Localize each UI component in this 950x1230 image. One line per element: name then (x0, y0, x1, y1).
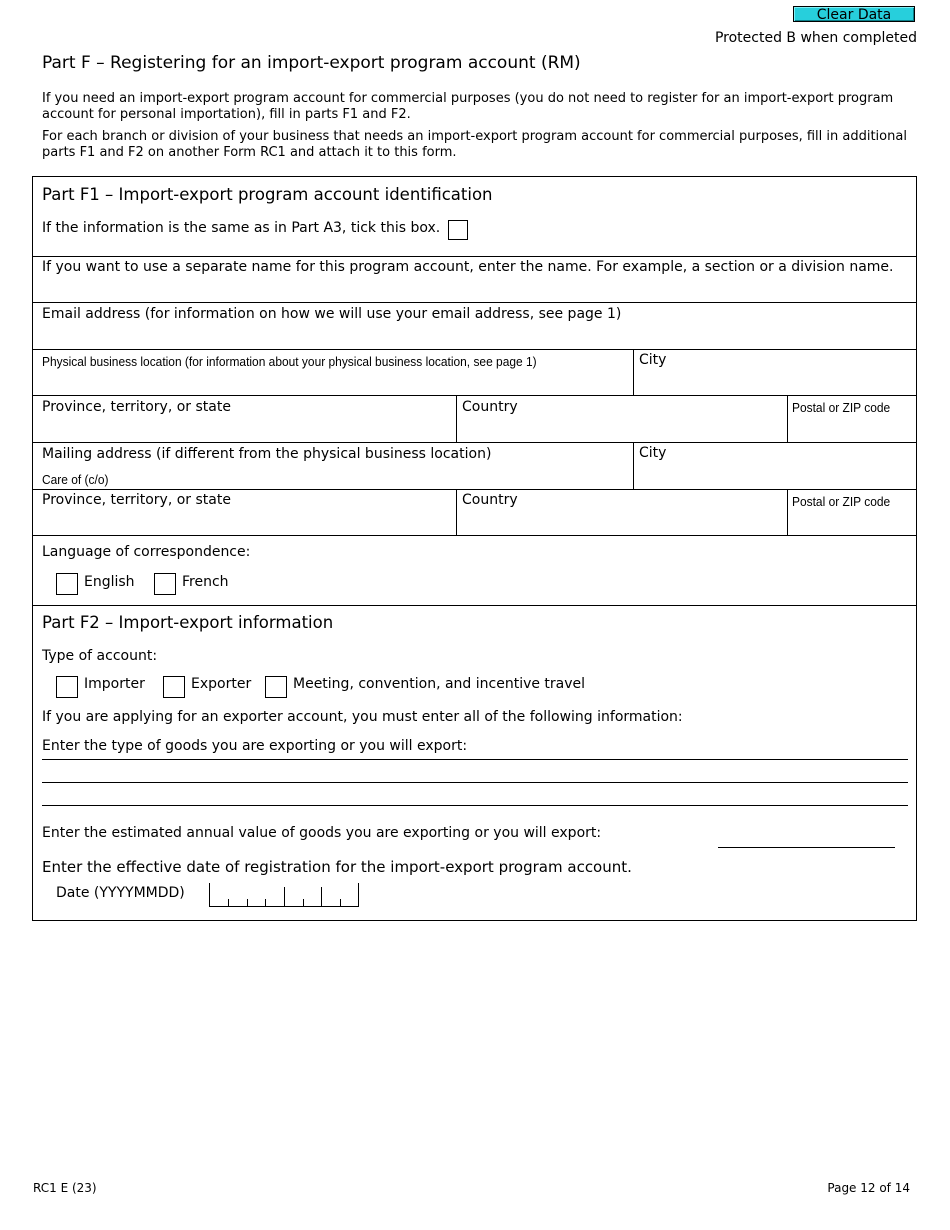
protected-label: Protected B when completed (714, 30, 917, 46)
email-label: Email address (for information on how we will use your email address, see page 1) (42, 306, 622, 322)
city-label: City (639, 352, 667, 368)
mailing-postal-input[interactable] (792, 511, 914, 535)
physical-location-input[interactable] (42, 372, 631, 396)
exporter-label: Exporter (191, 676, 252, 692)
divider (33, 256, 917, 257)
goods-type-input-3[interactable] (42, 785, 912, 805)
page-number: Page 12 of 14 (827, 1181, 910, 1195)
divider (633, 442, 634, 489)
separate-name-input[interactable] (42, 278, 911, 302)
country-input[interactable] (462, 418, 786, 442)
intro-paragraph-2: For each branch or division of your business that needs an import-export program account for commercial purposes, fill in additional parts F1 and F2 on another Form RC1 and attach it to this form. (42, 129, 907, 160)
page-title: Part F – Registering for an import-export program account (RM) (42, 53, 581, 73)
same-as-a3-label: If the information is the same as in Part A3, tick this box. (42, 220, 441, 236)
french-checkbox[interactable] (154, 573, 176, 595)
mailing-postal-label: Postal or ZIP code (792, 494, 891, 509)
importer-label: Importer (84, 676, 145, 692)
divider (33, 302, 917, 303)
divider (456, 395, 457, 442)
physical-location-label: Physical business location (for information about your physical business location, see page 1) (42, 354, 537, 369)
annual-value-line (718, 847, 895, 848)
divider (456, 489, 457, 535)
form-code: RC1 E (23) (33, 1181, 97, 1195)
divider (33, 605, 917, 606)
goods-type-input-2[interactable] (42, 762, 912, 782)
meeting-label: Meeting, convention, and incentive travel (293, 676, 586, 692)
same-as-a3-checkbox[interactable] (448, 220, 468, 240)
mailing-country-label: Country (462, 492, 518, 508)
meeting-checkbox[interactable] (265, 676, 287, 698)
divider (787, 395, 788, 442)
country-label: Country (462, 399, 518, 415)
postal-input[interactable] (792, 418, 914, 442)
care-of-input[interactable] (121, 468, 630, 490)
english-label: English (84, 574, 135, 590)
effective-date-label: Enter the effective date of registration for the import-export program account. (42, 858, 632, 876)
intro-paragraph-1: If you need an import-export program account for commercial purposes (you do not need to register for an import-export program account for personal importation), fill in parts F1 and F2. (42, 91, 894, 122)
divider (787, 489, 788, 535)
date-format-label: Date (YYYYMMDD) (56, 885, 185, 901)
city-input[interactable] (639, 372, 913, 396)
exporter-note: If you are applying for an exporter account, you must enter all of the following information: (42, 709, 683, 725)
mailing-country-input[interactable] (462, 511, 786, 535)
mailing-province-label: Province, territory, or state (42, 492, 231, 508)
divider (33, 489, 917, 490)
care-of-label: Care of (c/o) (42, 472, 109, 487)
email-field[interactable] (42, 325, 911, 349)
divider (33, 442, 917, 443)
language-label: Language of correspondence: (42, 544, 251, 560)
account-type-label: Type of account: (42, 648, 158, 664)
importer-checkbox[interactable] (56, 676, 78, 698)
annual-value-input[interactable] (718, 827, 898, 847)
divider (33, 349, 917, 350)
mailing-city-label: City (639, 445, 667, 461)
annual-value-label: Enter the estimated annual value of goods you are exporting or you will export: (42, 825, 602, 841)
date-input[interactable] (209, 883, 359, 907)
postal-label: Postal or ZIP code (792, 400, 891, 415)
province-label: Province, territory, or state (42, 399, 231, 415)
divider (33, 535, 917, 536)
exporter-checkbox[interactable] (163, 676, 185, 698)
clear-data-button[interactable]: Clear Data (793, 6, 915, 22)
part-f1-title: Part F1 – Import-export program account identification (42, 185, 493, 204)
mailing-province-input[interactable] (42, 511, 456, 535)
divider (33, 395, 917, 396)
english-checkbox[interactable] (56, 573, 78, 595)
form-section (32, 176, 917, 921)
french-label: French (182, 574, 229, 590)
goods-type-label: Enter the type of goods you are exporting or you will export: (42, 738, 468, 754)
mailing-address-label: Mailing address (if different from the physical business location) (42, 446, 492, 462)
goods-line-1 (42, 759, 908, 760)
part-f2-title: Part F2 – Import-export information (42, 613, 334, 632)
goods-line-2 (42, 782, 908, 783)
divider (633, 349, 634, 395)
mailing-city-input[interactable] (639, 465, 913, 489)
goods-line-3 (42, 805, 908, 806)
province-input[interactable] (42, 418, 456, 442)
separate-name-label: If you want to use a separate name for this program account, enter the name. For example, a section or a division name. (42, 259, 894, 275)
